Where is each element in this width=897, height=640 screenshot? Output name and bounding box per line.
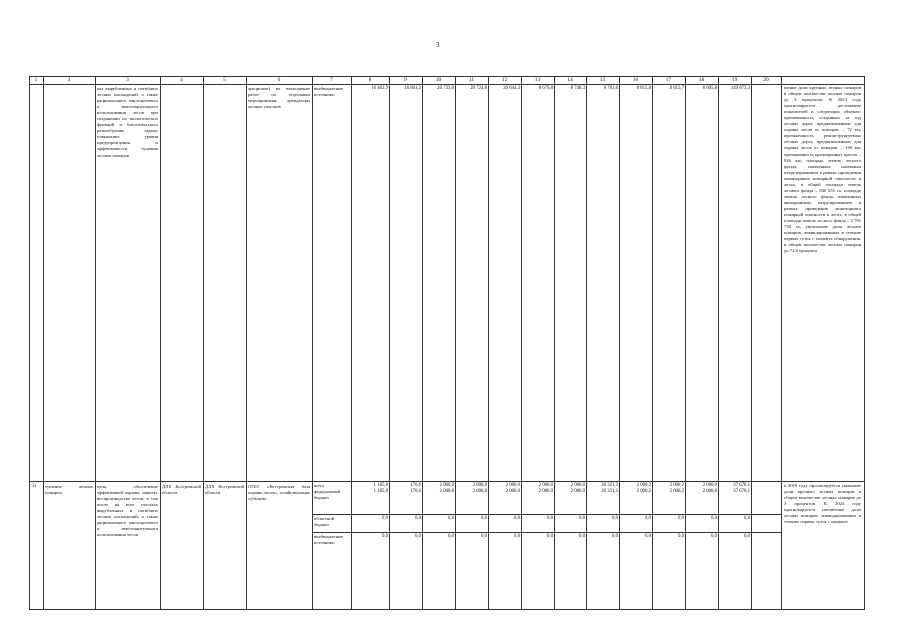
page-number: 3 <box>436 41 440 49</box>
column-number: 7 <box>330 77 333 83</box>
value-cell: 0,0 <box>579 516 585 521</box>
value-cell: 0,0 <box>711 516 717 521</box>
col-rule <box>521 76 522 610</box>
value-cell: 0,0 <box>678 516 684 521</box>
value-cell: 2 000,0 <box>505 489 520 494</box>
value-cell: 0,0 <box>514 516 520 521</box>
value-cell: 0,0 <box>481 534 487 539</box>
value-cell: 2 000,0 <box>505 483 520 488</box>
source-label-extrabudget: внебюджетные источники <box>314 534 344 546</box>
value-cell: 0,0 <box>481 516 487 521</box>
value-cell: 0,0 <box>547 516 553 521</box>
col-rule <box>554 76 555 610</box>
value-cell: 8 781,6 <box>603 86 618 91</box>
value-cell: 0,0 <box>514 534 520 539</box>
value-cell: 0,0 <box>645 516 651 521</box>
col-rule <box>751 76 752 610</box>
col-rule <box>422 76 423 610</box>
col-rule <box>312 76 313 610</box>
value-cell: 2 000,0 <box>472 483 487 488</box>
value-cell: 2 000,0 <box>439 483 454 488</box>
col-rule <box>864 76 865 610</box>
value-cell: 0,0 <box>711 534 717 539</box>
value-cell: 0,0 <box>448 534 454 539</box>
column-number: 18 <box>698 77 705 83</box>
value-cell: 20 733,0 <box>437 86 454 91</box>
col-rule <box>455 76 456 610</box>
row-number: 3) <box>32 484 37 489</box>
column-number: 12 <box>501 77 508 83</box>
co-executor: ДЛХ Костромской области <box>205 484 244 496</box>
value-cell: 0,0 <box>744 534 750 539</box>
col-rule <box>488 76 489 610</box>
col-rule <box>619 76 620 610</box>
col-rule <box>203 76 204 610</box>
value-cell: 37 678,1 <box>733 489 750 494</box>
column-number: 3 <box>126 77 129 83</box>
column-number: 2 <box>67 77 71 83</box>
value-cell: 8 679,8 <box>538 86 553 91</box>
value-cell: 2 000,0 <box>439 489 454 494</box>
value-cell: 0,0 <box>579 534 585 539</box>
value-cell: 20 724,8 <box>470 86 487 91</box>
value-cell: 20 321,3 <box>601 489 618 494</box>
column-number: 16 <box>632 77 639 83</box>
column-number: 17 <box>665 77 672 83</box>
row-divider <box>29 481 865 482</box>
col-rule <box>652 76 653 610</box>
column-number: 9 <box>404 77 407 83</box>
col-rule <box>95 76 96 610</box>
source-rule-1 <box>312 514 781 515</box>
value-cell: 8 605,8 <box>702 86 717 91</box>
value-cell: 0,0 <box>612 534 618 539</box>
funding-source: внебюджетные источники <box>314 86 344 98</box>
value-cell: 0,0 <box>382 534 388 539</box>
value-cell: 1 185,8 <box>373 483 388 488</box>
value-cell: 149 873,3 <box>730 86 750 91</box>
value-cell: 2 000,0 <box>570 489 585 494</box>
value-cell: 2 000,2 <box>669 489 684 494</box>
col-rule <box>586 76 587 610</box>
column-number: 11 <box>468 77 475 83</box>
value-cell: 2 000,0 <box>570 483 585 488</box>
value-cell: 8 815,7 <box>669 86 684 91</box>
participants-text: ОГБУ «Костромская база охраны лесов», хозяйствующие субъекты <box>248 484 310 502</box>
column-number: 20 <box>763 77 769 83</box>
column-number: 19 <box>731 77 738 83</box>
col-rule <box>389 76 390 610</box>
col-rule <box>160 76 161 610</box>
column-number: 5 <box>223 77 226 83</box>
value-cell: 0,0 <box>744 516 750 521</box>
value-cell: 8 815,8 <box>636 86 651 91</box>
value-cell: 2 000,0 <box>702 489 717 494</box>
column-number: 14 <box>567 77 573 83</box>
value-cell: 20 321,3 <box>601 483 618 488</box>
value-cell: 8 748,3 <box>570 86 585 91</box>
expected-results-text: шение доли крупных лесных пожаров в общем количестве лесных пожаров до 3 процентов. К 2024 году прогнозируется достижение показателей в следующих объемах: протяженность созданных за год лесных дорог, предназначенных для охраны лесов от пожаров, – 72 км; протяженность реконструируемых лесных дорог, предназначенных для охраны лесов от пожаров, – 106 км; протяженность прочищенных просек – 926 км; площадь земель лесного фонда, охваченных наземным патрулированием в рамках проведения мониторинга пожарной опасности в лесах, в общей площади земель лесного фонда – 840 655 га; площадь земель лесного фонда, охваченных авиационным патрулированием в рамках проведения мониторинга пожарной опасности в лесах, в общей площади земель лесного фонда – 3 791 738 га; увеличение доли лесных пожаров, ликвидированных в течение первых суток с момента обнаружения, в общем количестве лесных пожаров до 72,8 процента <box>784 85 861 254</box>
col-rule <box>781 76 782 610</box>
column-number: 1 <box>34 77 38 83</box>
goal-text: ках вырубленных и погибших лесных насаждений, а также рационального многоцелевого и неистощительного использования лесов при сохранении их экологических функций и биологического разнообразия; задача: повышение уровня предупреждения и эффективности тушения лесных пожаров <box>97 86 158 158</box>
event-title: тушение лесных пожаров <box>45 484 93 496</box>
column-number: 10 <box>435 77 442 83</box>
value-cell: 2 000,2 <box>636 483 651 488</box>
value-cell: 170,6 <box>410 489 421 494</box>
value-cell: 2 000,0 <box>702 483 717 488</box>
column-number: 13 <box>534 77 541 83</box>
goal-text: цель: обеспечение эффективной охраны, защиты, воспроизводства лесов, в том числе на всех участках вырубленных и погибших лесных насаждений, а также рационального многоцелевого и неистощительного использования лесов <box>97 484 158 538</box>
table-bottom-border <box>29 609 865 610</box>
column-number: 15 <box>599 77 606 83</box>
header-bottom-rule <box>29 84 865 85</box>
value-cell: 0,0 <box>415 516 421 521</box>
value-cell: 0,0 <box>645 534 651 539</box>
value-cell: 2 000,0 <box>472 489 487 494</box>
value-cell: 20 644,3 <box>503 86 520 91</box>
value-cell: 0,0 <box>448 516 454 521</box>
col-rule <box>246 76 247 610</box>
value-cell: 0,0 <box>678 534 684 539</box>
responsible-executor: ДЛХ Костромской области <box>162 484 201 496</box>
value-cell: 0,0 <box>415 534 421 539</box>
value-cell: 16 462,9 <box>371 86 388 91</box>
col-rule <box>43 76 44 610</box>
value-cell: 0,0 <box>612 516 618 521</box>
column-number: 6 <box>277 77 281 83</box>
value-cell: 0,0 <box>547 534 553 539</box>
source-label-total: всего <box>314 483 325 488</box>
value-cell: 2 000,2 <box>636 489 651 494</box>
value-cell: 2 000,0 <box>538 489 553 494</box>
col-rule <box>29 76 30 610</box>
value-cell: 170,6 <box>410 483 421 488</box>
expected-results-text: к 2018 году прогнозируется снижение доли крупных лесных пожаров в общем количестве лесных пожаров до 3 процентов. К 2024 году прогнозируется увеличение доли лесных пожаров, ликвидированных в течение первых суток с момента <box>784 483 861 525</box>
program-table <box>29 76 865 610</box>
value-cell: 18 861,3 <box>404 86 421 91</box>
col-rule <box>351 76 352 610</box>
col-rule <box>685 76 686 610</box>
value-cell: 2 000,0 <box>538 483 553 488</box>
column-number: 4 <box>180 77 183 83</box>
source-rule-2 <box>312 532 781 533</box>
executors-text: аукционов) на выполнение работ по отдельным мероприятиям, арендаторы лесных участков <box>248 86 310 110</box>
value-cell: 1 185,8 <box>373 489 388 494</box>
value-cell: 37 678,1 <box>733 483 750 488</box>
source-label-regional: областной бюджет <box>314 516 335 528</box>
source-label-federal: федеральный бюджет <box>314 489 341 501</box>
col-rule <box>718 76 719 610</box>
value-cell: 2 000,2 <box>669 483 684 488</box>
column-number: 8 <box>368 77 372 83</box>
value-cell: 0,0 <box>382 516 388 521</box>
